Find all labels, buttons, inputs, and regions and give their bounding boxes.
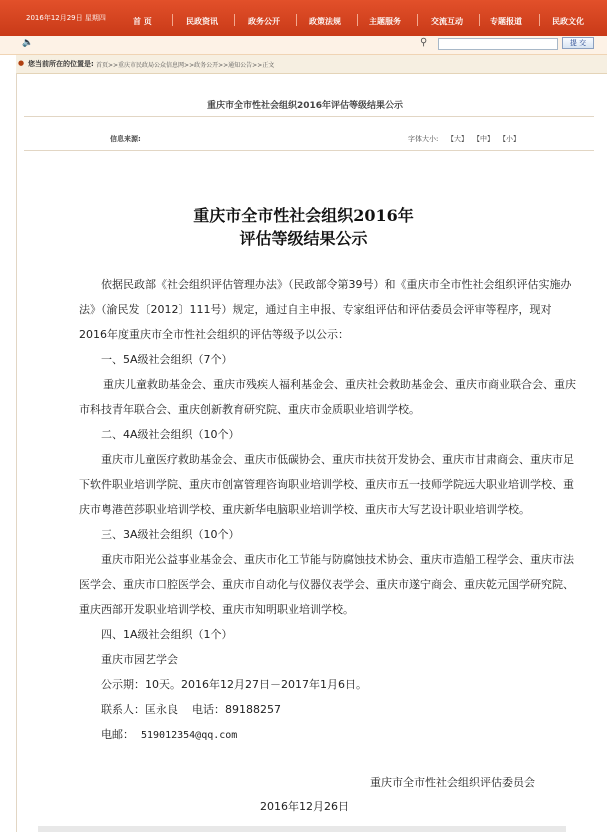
nav-policy[interactable]: 政策法规: [309, 17, 341, 26]
email-line: [79, 722, 579, 748]
section-heading-5a: 一、5A级社会组织（7个）: [101, 353, 233, 366]
top-banner: [0, 0, 607, 36]
article-title-line2: 评估等级结果公示: [239, 229, 368, 248]
page-title: 重庆市全市性社会组织2016年评估等级结果公示: [207, 101, 404, 111]
nav-interaction[interactable]: 交流互动: [431, 17, 463, 26]
info-source-label: 信息来源:: [110, 135, 141, 143]
section-content-4a: 重庆市儿童医疗救助基金会、重庆市低碳协会、重庆市扶贫开发协会、重庆市甘肃商会、重庆市足下软件职业培训学院、重庆市创富管理咨询职业培训学校、重庆市五一技师学院远大职业培训学校、重庆市粤港芭莎职业培训学校、重庆新华电脑职业培训学校、重庆市大写艺设计职业培训学校。: [79, 453, 574, 516]
search-input[interactable]: [438, 38, 558, 50]
nav-divider: [296, 14, 297, 26]
nav-divider: [234, 14, 235, 26]
font-large-button[interactable]: 【大】: [447, 135, 468, 143]
section-content-3a: 重庆市阳光公益事业基金会、重庆市化工节能与防腐蚀技术协会、重庆市造船工程学会、重庆市法医学会、重庆市口腔医学会、重庆市自动化与仪器仪表学会、重庆市遂宁商会、重庆乾元国学研究院、重庆西部开发职业培训学校、重庆市知明职业培训学校。: [79, 553, 574, 616]
nav-services[interactable]: 主题服务: [369, 17, 401, 26]
section-content-5a: 重庆儿童救助基金会、重庆市残疾人福利基金会、重庆社会救助基金会、重庆市商业联合会、重庆市科技青年联合会、重庆创新教育研究院、重庆市金质职业培训学校。: [79, 378, 576, 416]
contact-line: [79, 697, 579, 722]
nav-divider: [357, 14, 358, 26]
section-content-1a: 重庆市园艺学会: [101, 653, 178, 666]
contact-name: 匡永良: [145, 703, 178, 716]
submit-button[interactable]: 提 交: [562, 37, 594, 49]
signature: 重庆市全市性社会组织评估委员会: [370, 776, 535, 789]
nav-divider: [479, 14, 480, 26]
intro-paragraph: 依据民政部《社会组织评估管理办法》（民政部令第39号）和《重庆市全市性社会组织评估实施办法》（渝民发〔2012〕111号）规定，通过自主申报、专家组评估和评估委员会评审等程序，现对2016年度重庆市全市性社会组织的评估等级予以公示：: [79, 278, 572, 341]
nav-news[interactable]: 民政资讯: [186, 17, 218, 26]
current-date: 2016年12月29日 星期四: [26, 14, 106, 22]
speaker-icon[interactable]: 🔈: [22, 38, 34, 48]
font-medium-button[interactable]: 【中】: [473, 135, 494, 143]
nav-divider: [172, 14, 173, 26]
email-label: 电邮：: [101, 728, 134, 741]
contact-label: 联系人：: [101, 703, 145, 716]
sign-date: 2016年12月26日: [260, 800, 349, 813]
section-heading-4a: 二、4A级社会组织（10个）: [101, 428, 240, 441]
breadcrumb[interactable]: 首页>>重庆市民政局公众信息网>>政务公开>>通知公告>>正文: [96, 62, 275, 69]
location-icon: ●: [18, 59, 25, 67]
nav-divider: [539, 14, 540, 26]
section-heading-1a: 四、1A级社会组织（1个）: [101, 628, 233, 641]
notice-period: 公示期：10天。2016年12月27日－2017年1月6日。: [101, 678, 367, 691]
nav-special-reports[interactable]: 专题报道: [490, 17, 522, 26]
nav-public-affairs[interactable]: 政务公开: [248, 17, 280, 26]
divider: [24, 116, 594, 117]
article-title-line1: 重庆市全市性社会组织2016年: [193, 206, 414, 225]
search-icon: ⚲: [420, 37, 428, 48]
footer-strip: [38, 826, 566, 832]
breadcrumb-label: 您当前所在的位置是:: [28, 60, 94, 68]
nav-divider: [417, 14, 418, 26]
font-size-label: 字体大小:: [408, 135, 439, 143]
section-heading-3a: 三、3A级社会组织（10个）: [101, 528, 240, 541]
divider: [24, 150, 594, 151]
article-body: [79, 272, 579, 748]
email-address[interactable]: 519012354@qq.com: [141, 730, 238, 741]
font-small-button[interactable]: 【小】: [499, 135, 520, 143]
phone-number: 89188257: [225, 703, 281, 716]
nav-culture[interactable]: 民政文化: [552, 17, 584, 26]
phone-label: 电话：: [192, 703, 225, 716]
nav-home[interactable]: 首 页: [133, 17, 152, 26]
